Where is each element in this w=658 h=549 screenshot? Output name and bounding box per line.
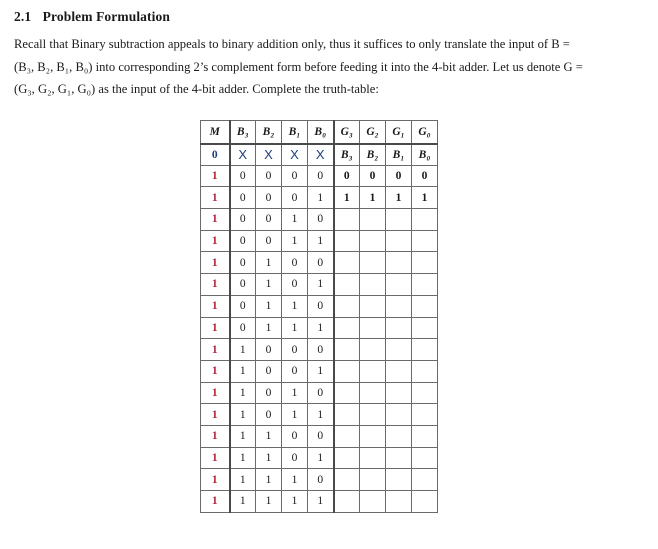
input-cell: 0 [256, 209, 282, 231]
mode-cell: 1 [201, 274, 230, 296]
mode-cell: 1 [201, 295, 230, 317]
input-cell: 0 [256, 165, 282, 187]
blank-answer-cell [386, 425, 412, 447]
input-cell: 1 [230, 447, 256, 469]
blank-answer-cell [334, 317, 360, 339]
column-header: B₃ [230, 121, 256, 144]
input-cell: 0 [256, 382, 282, 404]
input-cell: 0 [282, 165, 308, 187]
table-row [201, 252, 438, 274]
paragraph-line: (G₃, G₂, G₁, G₀) as the input of the 4-bit adder. Complete the truth-table: [14, 82, 379, 96]
input-cell: 1 [308, 187, 334, 209]
blank-answer-cell [412, 382, 438, 404]
blank-answer-cell [334, 491, 360, 513]
blank-answer-cell [386, 360, 412, 382]
table-row [201, 317, 438, 339]
mode-cell: 0 [201, 144, 230, 166]
blank-answer-cell [386, 339, 412, 361]
input-cell: 0 [308, 339, 334, 361]
input-cell: 1 [256, 469, 282, 491]
input-cell: 1 [256, 252, 282, 274]
blank-answer-cell [412, 339, 438, 361]
input-cell: 1 [256, 317, 282, 339]
output-cell: B₀ [412, 144, 438, 166]
blank-answer-cell [386, 447, 412, 469]
blank-answer-cell [386, 209, 412, 231]
mode-cell: 1 [201, 425, 230, 447]
blank-answer-cell [412, 317, 438, 339]
blank-answer-cell [412, 447, 438, 469]
output-cell: 0 [386, 165, 412, 187]
input-cell: 0 [282, 425, 308, 447]
column-header: G₁ [386, 121, 412, 144]
blank-answer-cell [386, 230, 412, 252]
output-cell: 0 [360, 165, 386, 187]
table-row [201, 382, 438, 404]
table-row [201, 404, 438, 426]
output-cell: 0 [334, 165, 360, 187]
mode-cell: 1 [201, 469, 230, 491]
table-row [201, 165, 438, 187]
input-cell: 1 [282, 317, 308, 339]
blank-answer-cell [360, 360, 386, 382]
blank-answer-cell [412, 274, 438, 296]
input-cell: 1 [230, 425, 256, 447]
table-row [201, 187, 438, 209]
input-cell: 0 [282, 252, 308, 274]
blank-answer-cell [412, 295, 438, 317]
section-number: 2.1 [14, 9, 32, 24]
input-cell: 1 [308, 447, 334, 469]
blank-answer-cell [412, 469, 438, 491]
blank-answer-cell [334, 339, 360, 361]
blank-answer-cell [360, 404, 386, 426]
input-cell: 1 [230, 469, 256, 491]
input-cell: 1 [282, 469, 308, 491]
input-cell: X [308, 144, 334, 166]
mode-cell: 1 [201, 252, 230, 274]
input-cell: 0 [308, 209, 334, 231]
input-cell: 0 [308, 425, 334, 447]
input-cell: 1 [308, 491, 334, 513]
input-cell: 1 [256, 447, 282, 469]
input-cell: 0 [256, 404, 282, 426]
table-row [201, 360, 438, 382]
input-cell: 1 [308, 317, 334, 339]
blank-answer-cell [360, 491, 386, 513]
blank-answer-cell [386, 295, 412, 317]
truth-table [200, 120, 438, 513]
output-cell: B₃ [334, 144, 360, 166]
input-cell: 0 [308, 469, 334, 491]
paragraph-line: Recall that Binary subtraction appeals to binary addition only, thus it suffices to only translate the input of B = [14, 37, 570, 51]
input-cell: 0 [230, 252, 256, 274]
mode-cell: 1 [201, 360, 230, 382]
blank-answer-cell [334, 360, 360, 382]
table-row [201, 274, 438, 296]
column-header: B₀ [308, 121, 334, 144]
input-cell: 0 [282, 187, 308, 209]
input-cell: 0 [282, 274, 308, 296]
input-cell: 0 [230, 317, 256, 339]
section-title: Problem Formulation [42, 9, 170, 24]
mode-cell: 1 [201, 187, 230, 209]
input-cell: 0 [256, 230, 282, 252]
blank-answer-cell [412, 252, 438, 274]
blank-answer-cell [386, 252, 412, 274]
mode-cell: 1 [201, 165, 230, 187]
input-cell: 1 [308, 360, 334, 382]
input-cell: 1 [282, 491, 308, 513]
input-cell: 1 [256, 491, 282, 513]
blank-answer-cell [360, 274, 386, 296]
input-cell: 0 [230, 165, 256, 187]
blank-answer-cell [386, 382, 412, 404]
output-cell: 1 [412, 187, 438, 209]
table-row [201, 209, 438, 231]
input-cell: 0 [256, 187, 282, 209]
blank-answer-cell [386, 404, 412, 426]
input-cell: 1 [230, 382, 256, 404]
blank-answer-cell [360, 295, 386, 317]
blank-answer-cell [412, 491, 438, 513]
blank-answer-cell [360, 230, 386, 252]
input-cell: 1 [308, 404, 334, 426]
input-cell: 1 [282, 230, 308, 252]
column-header: B₂ [256, 121, 282, 144]
blank-answer-cell [360, 317, 386, 339]
table-row [201, 447, 438, 469]
blank-answer-cell [412, 425, 438, 447]
input-cell: 0 [282, 339, 308, 361]
mode-cell: 1 [201, 382, 230, 404]
section-heading [14, 9, 170, 25]
table-row [201, 469, 438, 491]
input-cell: 0 [230, 230, 256, 252]
output-cell: 1 [386, 187, 412, 209]
blank-answer-cell [360, 447, 386, 469]
input-cell: 1 [282, 209, 308, 231]
output-cell: B₂ [360, 144, 386, 166]
input-cell: 0 [282, 447, 308, 469]
problem-paragraph [14, 33, 644, 101]
input-cell: 0 [256, 339, 282, 361]
column-header: G₃ [334, 121, 360, 144]
blank-answer-cell [360, 209, 386, 231]
table-row [201, 425, 438, 447]
mode-cell: 1 [201, 230, 230, 252]
table-row [201, 144, 438, 166]
truth-table-header-row [201, 121, 438, 144]
input-cell: X [256, 144, 282, 166]
input-cell: 0 [308, 252, 334, 274]
blank-answer-cell [360, 425, 386, 447]
mode-cell: 1 [201, 404, 230, 426]
blank-answer-cell [334, 425, 360, 447]
blank-answer-cell [334, 252, 360, 274]
input-cell: 1 [230, 339, 256, 361]
blank-answer-cell [386, 317, 412, 339]
blank-answer-cell [386, 274, 412, 296]
output-cell: 1 [360, 187, 386, 209]
blank-answer-cell [360, 382, 386, 404]
mode-cell: 1 [201, 491, 230, 513]
input-cell: 1 [230, 491, 256, 513]
mode-cell: 1 [201, 209, 230, 231]
table-row [201, 339, 438, 361]
blank-answer-cell [334, 295, 360, 317]
blank-answer-cell [334, 274, 360, 296]
blank-answer-cell [360, 252, 386, 274]
table-row [201, 295, 438, 317]
column-header: M [201, 121, 230, 144]
blank-answer-cell [334, 382, 360, 404]
blank-answer-cell [412, 230, 438, 252]
blank-answer-cell [412, 404, 438, 426]
blank-answer-cell [334, 230, 360, 252]
input-cell: 0 [308, 295, 334, 317]
input-cell: 1 [282, 295, 308, 317]
output-cell: B₁ [386, 144, 412, 166]
blank-answer-cell [412, 209, 438, 231]
input-cell: 0 [230, 209, 256, 231]
input-cell: 1 [282, 404, 308, 426]
blank-answer-cell [334, 404, 360, 426]
input-cell: 0 [230, 274, 256, 296]
input-cell: 1 [230, 360, 256, 382]
blank-answer-cell [360, 339, 386, 361]
mode-cell: 1 [201, 447, 230, 469]
column-header: B₁ [282, 121, 308, 144]
output-cell: 0 [412, 165, 438, 187]
blank-answer-cell [334, 209, 360, 231]
blank-answer-cell [334, 469, 360, 491]
input-cell: 0 [230, 187, 256, 209]
input-cell: 1 [308, 274, 334, 296]
paragraph-line: (B₃, B₂, B₁, B₀) into corresponding 2’s complement form before feeding it into the 4-bit adder. Let us denote G = [14, 59, 583, 74]
blank-answer-cell [386, 469, 412, 491]
output-cell: 1 [334, 187, 360, 209]
blank-answer-cell [412, 360, 438, 382]
blank-answer-cell [360, 469, 386, 491]
input-cell: 1 [308, 230, 334, 252]
table-row [201, 230, 438, 252]
input-cell: 0 [282, 360, 308, 382]
input-cell: 1 [256, 425, 282, 447]
input-cell: 0 [308, 165, 334, 187]
input-cell: 1 [256, 295, 282, 317]
input-cell: 1 [256, 274, 282, 296]
mode-cell: 1 [201, 339, 230, 361]
blank-answer-cell [334, 447, 360, 469]
input-cell: 1 [230, 404, 256, 426]
mode-cell: 1 [201, 317, 230, 339]
table-row [201, 491, 438, 513]
input-cell: 0 [230, 295, 256, 317]
input-cell: X [230, 144, 256, 166]
input-cell: 0 [308, 382, 334, 404]
column-header: G₀ [412, 121, 438, 144]
blank-answer-cell [386, 491, 412, 513]
input-cell: 0 [256, 360, 282, 382]
column-header: G₂ [360, 121, 386, 144]
input-cell: 1 [282, 382, 308, 404]
input-cell: X [282, 144, 308, 166]
